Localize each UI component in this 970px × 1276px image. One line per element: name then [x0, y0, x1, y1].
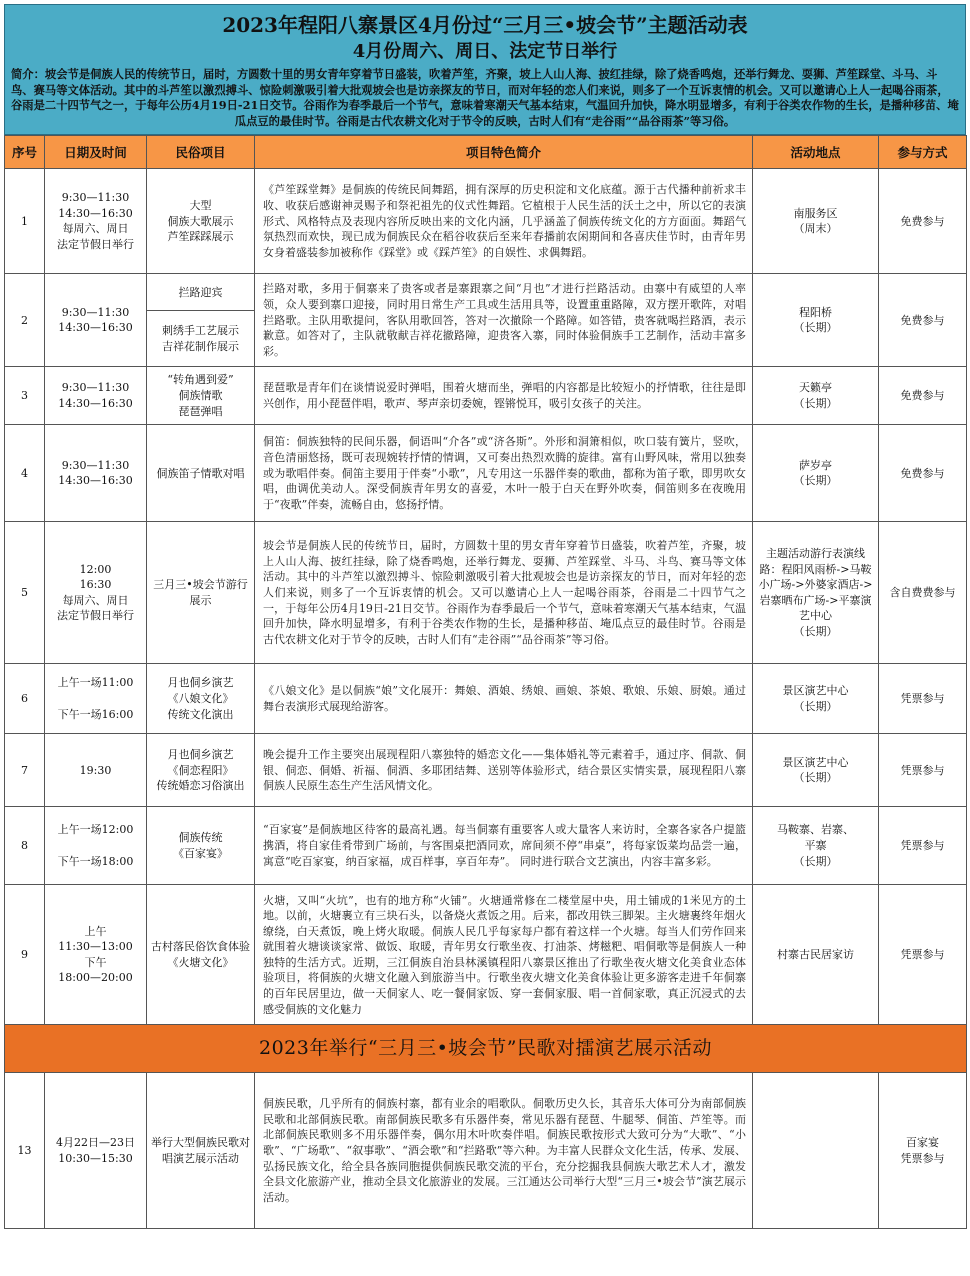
row-desc: 侗族民歌，几乎所有的侗族村寨，都有业余的唱歌队。侗歌历史久长，其音乐大体可分为南部侗族民歌和北部侗族民歌。南部侗族民歌多有乐器伴奏，常见乐器有琵琶、牛腿琴、侗笛、芦笙等。而北部侗族民歌则多不用乐器伴奏，偶尔用木叶吹奏伴唱。侗族民歌按形式大致可分为“大歌”、“小歌”、“广场歌”、“叙事歌”、“酒会歌”和“拦路歌”等六种。为丰富人民群众文化生活，传承、发展、弘扬民族文化，给全县各族同胞提供侗族民歌交流的平台，充分挖掘我县侗族大歌艺术人才，激发全县文化旅游产业，推动全县文化旅游业的发展。三江通达公司举行大型“三月三•坡会节”演艺展示活动。 [255, 1073, 753, 1229]
row-project: 侗族笛子情歌对唱 [147, 425, 255, 522]
row-time: 9:30—11:30 14:30—16:30 [45, 274, 147, 367]
row-desc: 坡会节是侗族人民的传统节日，届时，方圆数十里的男女青年穿着节日盛装，吹着芦笙，齐聚，坡上人山人海、披红挂绿，除了烧香鸣炮，还举行舞龙、耍狮、芦笙踩堂、斗马、斗鸟、赛马等文体活动。其中的斗芦笙以激烈搏斗、惊险刺激吸引着大批观坡会也是访亲探友的节日，而对年轻的恋人们来说，则多了一个互诉衷情的机会。又可以邀请心上人一起喝谷雨茶，谷雨是二十四节气之一，于每年公历4月19日-21日交节。谷雨作为春季最后一个节气，意味着寒潮天气基本结束，气温回升加快，降水明显增多，有利于谷类农作物的生长，是播种移苗、埯瓜点豆的最佳时节。谷雨是古代农耕文化对于节令的反映，古时人们有“走谷雨”“品谷雨茶”等习俗。 [255, 522, 753, 664]
row-join: 凭票参与 [879, 807, 967, 885]
row-place: 景区演艺中心 （长期） [753, 734, 879, 807]
row-time: 9:30—11:30 14:30—16:30 每周六、周日 法定节假日举行 [45, 169, 147, 274]
row-desc: 《芦笙踩堂舞》是侗族的传统民间舞蹈，拥有深厚的历史积淀和文化底蕴。源于古代播种前祈求丰收、收获后感谢神灵赐予和祭祀祖先的仪式性舞蹈。它植根于人民生活的沃土之中，所以它的表演形式、风格特点及表现内容所反映出来的文化内涵，几乎涵盖了侗族传统文化的方方面面。舞蹈气氛热烈而欢快，现已成为侗族民众在稻谷收获后至来年春播前农闲期间和各喜庆佳节时，由青年男女身着盛装参加被称作《踩堂》或《踩芦笙》的自娱性、求偶舞蹈。 [255, 169, 753, 274]
row-project: 拦路迎宾 [178, 285, 223, 299]
row-place: 主题活动游行表演线路：程阳风雨桥->马鞍小广场->外婆家酒店->岩寨晒布广场->平寨演艺中心 （长期） [753, 522, 879, 664]
row-project: 举行大型侗族民歌对唱演艺展示活动 [147, 1073, 255, 1229]
intro-text: 简介：坡会节是侗族人民的传统节日，届时，方圆数十里的男女青年穿着节日盛装，吹着芦笙，齐聚，坡上人山人海、披红挂绿，除了烧香鸣炮，还举行舞龙、耍狮、芦笙踩堂、斗马、斗鸟、赛马等文体活动。其中的斗芦笙以激烈搏斗、惊险刺激吸引着大批观坡会也是访亲探友的节日，而对年轻的恋人们来说，则多了一个互诉衷情的机会。又可以邀请心上人一起喝谷雨茶，谷雨是二十四节气之一，于每年公历4月19日-21日交节。谷雨作为春季最后一个节气，意味着寒潮天气基本结束，气温回升加快，降水明显增多，有利于谷类农作物的生长，是播种移苗、埯瓜点豆的最佳时节。谷雨是古代农耕文化对于节令的反映，古时人们有“走谷雨”“品谷雨茶”等习俗。 [11, 67, 959, 128]
row-join: 免费参与 [879, 367, 967, 425]
col-header-project: 民俗项目 [147, 136, 255, 169]
row-no: 4 [5, 425, 45, 522]
col-header-place: 活动地点 [753, 136, 879, 169]
row-no: 9 [5, 885, 45, 1025]
header-block [4, 4, 966, 135]
row-time: 4月22日—23日 10:30—15:30 [45, 1073, 147, 1229]
col-header-desc: 项目特色简介 [255, 136, 753, 169]
row-project: “转角遇到爱” 侗族情歌 琵琶弹唱 [147, 367, 255, 425]
row-join: 含自费费参与 [879, 522, 967, 664]
row-place: 马鞍寨、岩寨、 平寨 （长期） [753, 807, 879, 885]
row-no: 3 [5, 367, 45, 425]
row-desc: 火塘，又叫“火坑”，也有的地方称“火铺”。火塘通常修在二楼堂屋中央，用土铺成的1米见方的土地。以前，火塘裹立有三块石头，以备烧火煮饭之用。后来，都改用铁三脚架。主火塘裹终年烟火缭绕，白天煮饭，晚上烤火取暖。侗族人民几乎每家每户都有着这样一个火塘。每当人们劳作回来就围着火塘谈谈家常、做饭、取暖，青年男女行歌坐夜、打油茶、烤糍粑、唱侗歌等是侗族人一种独特的生活方式。近期，三江侗族自治县林溪镇程阳八寨景区推出了行歌坐夜火塘文化美食业态体验项目，将侗族的火塘文化融入到旅游当中。行歌坐夜火塘文化美食体验让更多游客走进千年侗寨的百年民居里边，做一天侗家人、吃一餐侗家饭、穿一套侗家服、唱一首侗家歌，真正沉浸式的去感受侗族的文化魅力 [255, 885, 753, 1025]
row-desc: 《八娘文化》是以侗族“娘”文化展开：舞娘、酒娘、绣娘、画娘、茶娘、歌娘、乐娘、厨娘。通过舞台表演形式展现给游客。 [255, 664, 753, 734]
table-row [5, 734, 967, 807]
row-place: 村寨古民居家访 [753, 885, 879, 1025]
row-project-split [147, 274, 255, 367]
row-no: 5 [5, 522, 45, 664]
col-header-no: 序号 [5, 136, 45, 169]
activity-sheet [4, 4, 966, 1229]
row-place [753, 1073, 879, 1229]
row-time: 上午一场12:00 下午一场18:00 [45, 807, 147, 885]
row-no: 6 [5, 664, 45, 734]
table-row [5, 425, 967, 522]
row-no: 2 [5, 274, 45, 367]
col-header-time: 日期及时间 [45, 136, 147, 169]
row-no: 1 [5, 169, 45, 274]
row-no: 7 [5, 734, 45, 807]
row-join: 凭票参与 [879, 885, 967, 1025]
row-project: 大型 侗族大歌展示 芦笙踩踩展示 [147, 169, 255, 274]
row-time: 12:00 16:30 每周六、周日 法定节假日举行 [45, 522, 147, 664]
row-place: 萨岁亭 （长期） [753, 425, 879, 522]
col-header-join: 参与方式 [879, 136, 967, 169]
row-join: 免费参与 [879, 274, 967, 367]
table-row [5, 274, 967, 367]
row-desc: 琵琶歌是青年们在谈情说爱时弹唱，围着火塘而坐，弹唱的内容都是比较短小的抒情歌，往往是即兴创作，用小琵琶伴唱，歌声、琴声亲切委婉，铿锵悦耳，吸引女孩子的关注。 [255, 367, 753, 425]
row-desc: “百家宴”是侗族地区待客的最高礼遇。每当侗寨有重要客人或大量客人来访时，全寨各家各户提篮携酒，将自家佳肴带到广场前，与客围桌把酒同欢，席间须不停“串桌”，将每家饭菜均品尝一遍，寓意“吃百家宴，纳百家福，成百样事，享百年寿”。 同时进行联合文艺演出，内容丰富多彩。 [255, 807, 753, 885]
row-desc: 侗笛：侗族独特的民间乐器，侗语叫“介各”或“济各斯”。外形和洞箫相似，吹口装有簧片，竖吹，音色清丽悠扬，既可表现婉转抒情的情调，又可奏出热烈欢腾的旋律。富有山野风味，常用以独奏或为歌唱伴奏。侗笛主要用于伴奏“小歌”，凡专用这一乐器伴奏的歌曲，都称为笛子歌，即男吹女唱，曲调优美动人。深受侗族青年男女的喜爱，木叶一般于白天在野外吹奏，侗笛则多在夜晚用于“夜歌”伴奏，流畅自由，悠扬抒情。 [255, 425, 753, 522]
row-time: 9:30—11:30 14:30—16:30 [45, 367, 147, 425]
row-project: 古村落民俗饮食体验 《火塘文化》 [147, 885, 255, 1025]
row-project-secondary: 刺绣手工艺展示 吉祥花制作展示 [147, 310, 254, 366]
table-row [5, 169, 967, 274]
row-project: 侗族传统 《百家宴》 [147, 807, 255, 885]
row-time: 19:30 [45, 734, 147, 807]
row-time: 上午一场11:00 下午一场16:00 [45, 664, 147, 734]
row-project: 月也侗乡演艺 《侗恋程阳》 传统婚恋习俗演出 [147, 734, 255, 807]
row-desc: 拦路对歌，多用于侗寨来了贵客或者是寨跟寨之间“月也”才进行拦路活动。由寨中有威望的人率领，众人要到寨口迎接，同时用日常生产工具或生活用具等，设置重重路障，双方摆开歌阵，对唱拦路歌。主队用歌提问，客队用歌回答，答对一次撤除一个路障。如答错，贵客就喝拦路酒，表示歉意。如答对了，主队就敬献吉祥花撤路障，迎贵客入寨，同时体验侗族手工艺制作，活动丰富多彩。 [255, 274, 753, 367]
row-time: 9:30—11:30 14:30—16:30 [45, 425, 147, 522]
row-join: 免费参与 [879, 169, 967, 274]
row-project: 三月三•坡会节游行展示 [147, 522, 255, 664]
row-no: 8 [5, 807, 45, 885]
banner-title: 2023年举行“三月三•坡会节”民歌对擂演艺展示活动 [5, 1025, 967, 1073]
table-row [5, 522, 967, 664]
row-join: 凭票参与 [879, 734, 967, 807]
table-header-row [5, 136, 967, 169]
banner-row [5, 1025, 967, 1073]
row-place: 南服务区 （周末） [753, 169, 879, 274]
table-row [5, 1073, 967, 1229]
table-row [5, 367, 967, 425]
page-subtitle: 4月份周六、周日、法定节日举行 [352, 41, 618, 62]
row-place: 景区演艺中心 （长期） [753, 664, 879, 734]
table-row [5, 807, 967, 885]
table-row [5, 885, 967, 1025]
row-time: 上午 11:30—13:00 下午 18:00—20:00 [45, 885, 147, 1025]
row-desc: 晚会提升工作主要突出展现程阳八寨独特的婚恋文化——集体婚礼等元素着手，通过序、侗款、侗银、侗恋、侗婚、祈福、侗酒、多耶团结舞、送别等体验形式，结合景区实情实景，展现程阳八寨侗族人民原生态生产生活风情文化。 [255, 734, 753, 807]
table-row [5, 664, 967, 734]
row-no: 13 [5, 1073, 45, 1229]
row-join: 免费参与 [879, 425, 967, 522]
row-join: 百家宴 凭票参与 [879, 1073, 967, 1229]
activity-table [4, 135, 967, 1229]
row-place: 程阳桥 （长期） [753, 274, 879, 367]
row-project: 月也侗乡演艺 《八娘文化》 传统文化演出 [147, 664, 255, 734]
page-title: 2023年程阳八寨景区4月份过“三月三•坡会节”主题活动表 [222, 13, 748, 37]
row-join: 凭票参与 [879, 664, 967, 734]
row-place: 天籁亭 （长期） [753, 367, 879, 425]
